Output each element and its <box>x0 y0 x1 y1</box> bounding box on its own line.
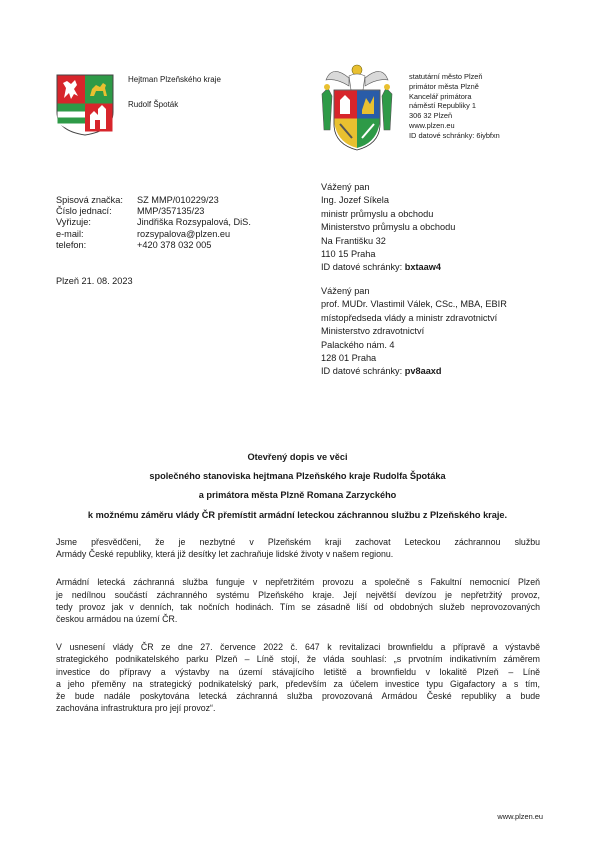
paragraph-line: že bude nadále poskytována letecká záchranná služba provozovaná Armádou České republiky a bude <box>56 691 540 702</box>
recipient-line: 110 15 Praha <box>321 249 376 260</box>
paragraph-line: V usnesení vlády ČR ze dne 27. července 2022 č. 647 k revitalizaci brownfieldu a přípravě a výstavbě <box>56 642 540 653</box>
city-coat-of-arms <box>318 60 396 156</box>
footer-website: www.plzen.eu <box>497 812 543 821</box>
city-address-line: 306 32 Plzeň <box>409 111 453 121</box>
reference-key: Vyřizuje: <box>56 217 91 228</box>
issuer-title: Hejtman Plzeňského kraje <box>128 75 221 84</box>
letter-title <box>40 448 555 525</box>
recipient-line: Vážený pan <box>321 182 370 192</box>
recipient-line: Na Františku 32 <box>321 235 386 246</box>
recipient-2 <box>321 285 507 379</box>
paragraph-line: Armády České republiky, která již desítky let zachraňuje lidské životy v našem regionu. <box>56 549 394 560</box>
reference-key: e-mail: <box>56 228 84 239</box>
title-line: k možnému záměru vlády ČR přemístit armádní leteckou záchrannou službu z Plzeňského kraje. <box>87 509 508 520</box>
paragraph-line: Armádní letecká záchranná služba funguje v nepřetržitém provozu a společně s Fakultní nemocnicí Plzeň <box>56 577 540 588</box>
databox-id: bxtaaw4 <box>404 262 442 273</box>
recipient-line: Ministerstvo průmyslu a obchodu <box>321 222 456 233</box>
paragraph-line: je nedílnou součástí záchranného systému Plzeňského kraje. Její největší devízou je nepřetržitý provoz, <box>56 589 540 600</box>
reference-value: Jindřiška Rozsypalová, DiS. <box>137 217 251 228</box>
recipient-line: 128 01 Praha <box>321 353 377 364</box>
paragraph-line: strategického podnikatelského parku Plzeň – Líně stojí, že vláda souhlasí: „s prvotním indikativním záměrem <box>56 654 540 665</box>
paragraph-line: Jsme přesvědčeni, že je nezbytné v Plzeňském kraji zachovat Leteckou záchrannou službu <box>56 537 540 547</box>
city-address-line: statutární město Plzeň <box>409 72 483 81</box>
recipient-line: Palackého nám. 4 <box>321 339 395 350</box>
paragraph-line: českou armádou na území ČR. <box>56 614 178 625</box>
recipient-line: Vážený pan <box>321 286 370 296</box>
recipient-1 <box>321 181 455 275</box>
databox-label: ID datové schránky: <box>321 366 405 377</box>
reference-row <box>56 240 251 251</box>
reference-value: MMP/357135/23 <box>137 206 205 217</box>
city-address-block <box>409 72 500 141</box>
recipient-databox <box>321 365 507 378</box>
recipient-line: Ministerstvo zdravotnictví <box>321 326 425 337</box>
city-address-line: Kancelář primátora <box>409 91 472 101</box>
city-address-line: ID datové schránky: 6iybfxn <box>409 130 500 140</box>
letter-body <box>56 536 540 714</box>
reference-value: SZ MMP/010229/23 <box>137 195 219 205</box>
reference-block <box>56 195 251 251</box>
paragraph-line: investice do přípravy a výstavby na území stávajícího letiště a brownfieldu v lokalitě Plzeň – Líně <box>56 666 540 677</box>
recipient-line: prof. MUDr. Vlastimil Válek, CSc., MBA, EBIR <box>321 299 507 310</box>
region-coat-of-arms <box>56 74 114 136</box>
title-line: a primátora města Plzně Romana Zarzyckého <box>198 490 397 501</box>
reference-key: Číslo jednací: <box>56 206 112 217</box>
recipient-databox <box>321 261 455 274</box>
reference-key: telefon: <box>56 239 87 250</box>
recipient-line: Ing. Jozef Síkela <box>321 195 389 206</box>
paragraph-line: tedy provoz jak v denních, tak nočních hodinách. Tím se zásadně liší od obdobných služeb neprovozovaných <box>56 601 540 612</box>
databox-label: ID datové schránky: <box>321 262 405 273</box>
paragraph-line: zachována infrastruktura pro její provoz“. <box>56 703 216 714</box>
city-address-line: primátor města Plzně <box>409 81 479 91</box>
paragraph-line: a jeho přeměny na strategický podnikatelský park, především za účelem investice typu Gigafactory a s tím, <box>56 678 540 689</box>
reference-row <box>56 206 251 217</box>
city-address-line: náměstí Republiky 1 <box>409 101 476 111</box>
recipient-line: ministr průmyslu a obchodu <box>321 208 434 219</box>
databox-id: pv8aaxd <box>404 366 442 377</box>
reference-value: +420 378 032 005 <box>137 239 212 250</box>
title-line: společného stanoviska hejtmana Plzeňského kraje Rudolfa Špotáka <box>149 471 446 482</box>
issuer-name: Rudolf Špoták <box>128 100 179 109</box>
letter-date: Plzeň 21. 08. 2023 <box>56 276 133 286</box>
title-line: Otevřený dopis ve věci <box>247 452 348 462</box>
city-address-line: www.plzen.eu <box>409 120 455 130</box>
reference-row <box>56 217 251 228</box>
reference-value: rozsypalova@plzen.eu <box>137 228 231 239</box>
reference-key: Spisová značka: <box>56 195 123 205</box>
reference-row <box>56 229 251 240</box>
recipient-line: místopředseda vlády a ministr zdravotnictví <box>321 312 498 323</box>
reference-row <box>56 195 251 206</box>
